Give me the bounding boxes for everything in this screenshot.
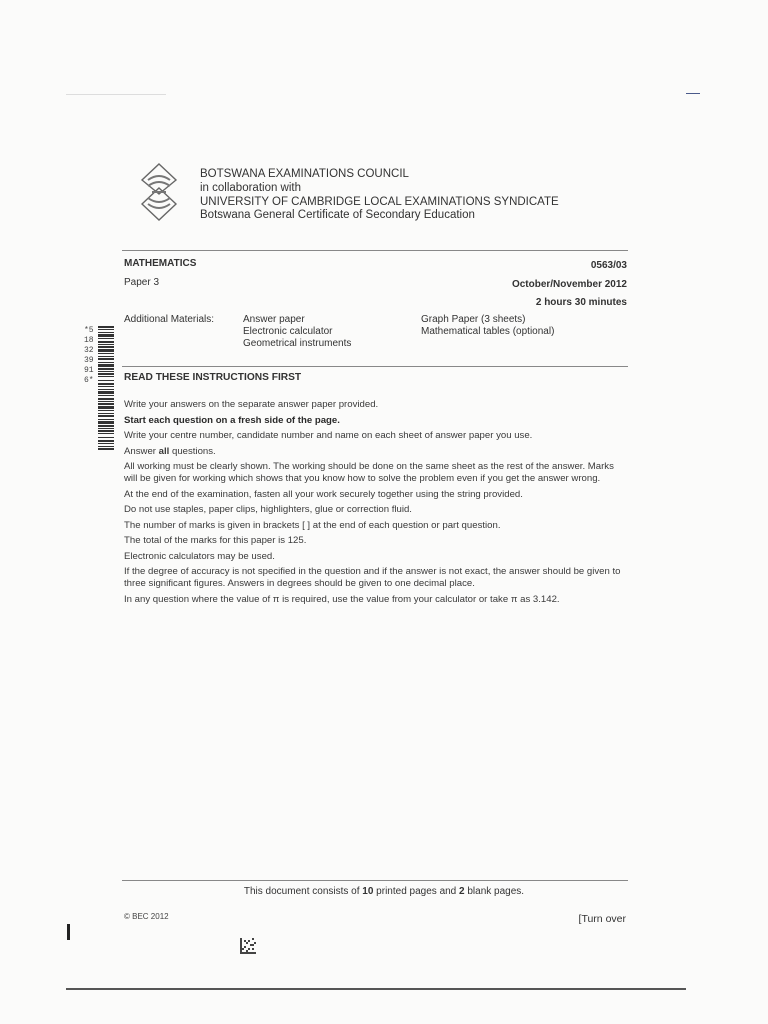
barcode-bars xyxy=(98,326,114,450)
page-count-pre: This document consists of xyxy=(243,886,363,897)
instruction-6: At the end of the examination, fasten all your work securely together using the string provided. xyxy=(124,488,523,500)
turn-over: [Turn over xyxy=(578,913,626,925)
materials-tables: Mathematical tables (optional) xyxy=(421,326,555,337)
instruction-3: Write your centre number, candidate number and name on each sheet of answer paper you use. xyxy=(124,430,533,441)
instruction-5: All working must be clearly shown. The working should be done on the same sheet as the rest of the answer. Marks will be given for working which shows that you know how to solve the problem even if you get the answer wrong. xyxy=(124,461,614,484)
instruction-4-post: questions. xyxy=(169,445,216,457)
instruction-1: Write your answers on the separate answer paper provided. xyxy=(124,399,379,410)
page-count-post: blank pages. xyxy=(464,886,525,897)
scan-edge-bottom xyxy=(66,988,686,990)
scan-mark-top-left xyxy=(66,94,166,95)
syllabus-code: 0563/03 xyxy=(590,260,627,271)
header-collaboration: in collaboration with xyxy=(200,182,302,194)
materials-answer-paper: Answer paper xyxy=(243,314,305,325)
instructions-heading: READ THESE INSTRUCTIONS FIRST xyxy=(124,372,302,383)
header-certificate: Botswana General Certificate of Secondary Education xyxy=(200,209,475,221)
materials-label: Additional Materials: xyxy=(124,314,215,325)
instruction-4 xyxy=(124,446,628,458)
page-count-mid: printed pages and xyxy=(373,886,460,897)
materials-instruments: Geometrical instruments xyxy=(243,338,352,349)
instruction-8: The number of marks is given in brackets [ ] at the end of each question or part question. xyxy=(124,519,501,531)
exam-session: October/November 2012 xyxy=(511,279,627,290)
scan-mark-top-right xyxy=(686,93,700,94)
page-count xyxy=(0,886,768,897)
printed-pages: 10 xyxy=(362,886,374,897)
materials-calculator: Electronic calculator xyxy=(243,326,333,337)
materials-graph-paper: Graph Paper (3 sheets) xyxy=(421,314,526,325)
instruction-12: In any question where the value of π is required, use the value from your calculator or take π as 3.142. xyxy=(124,593,560,605)
subject-title: MATHEMATICS xyxy=(124,258,197,269)
instruction-9: The total of the marks for this paper is 125. xyxy=(124,535,307,546)
divider-bottom xyxy=(122,880,628,881)
barcode-text: *5183239916* xyxy=(84,326,94,385)
barcode xyxy=(86,326,116,450)
instruction-11: If the degree of accuracy is not specified in the question and if the answer is not exact, the answer should be given to three significant figures. Answers in degrees should be given to one decimal place. xyxy=(124,566,621,589)
instruction-4-pre: Answer xyxy=(124,445,159,457)
instruction-4-bold: all xyxy=(158,445,170,457)
bec-logo xyxy=(140,162,178,222)
instruction-2: Start each question on a fresh side of the page. xyxy=(124,414,340,426)
instructions-list xyxy=(124,399,628,609)
divider-top xyxy=(122,250,628,251)
copyright: © BEC 2012 xyxy=(124,912,169,921)
scan-mark-left xyxy=(67,924,70,940)
header-syndicate: UNIVERSITY OF CAMBRIDGE LOCAL EXAMINATIONS SYNDICATE xyxy=(200,196,559,208)
exam-duration: 2 hours 30 minutes xyxy=(535,297,627,308)
datamatrix-code xyxy=(240,938,256,954)
instruction-10: Electronic calculators may be used. xyxy=(124,550,275,562)
header-council: BOTSWANA EXAMINATIONS COUNCIL xyxy=(200,168,409,180)
instruction-7: Do not use staples, paper clips, highlighters, glue or correction fluid. xyxy=(124,504,412,515)
paper-number: Paper 3 xyxy=(124,277,160,288)
blank-pages: 2 xyxy=(459,886,465,897)
divider-middle xyxy=(122,366,628,367)
